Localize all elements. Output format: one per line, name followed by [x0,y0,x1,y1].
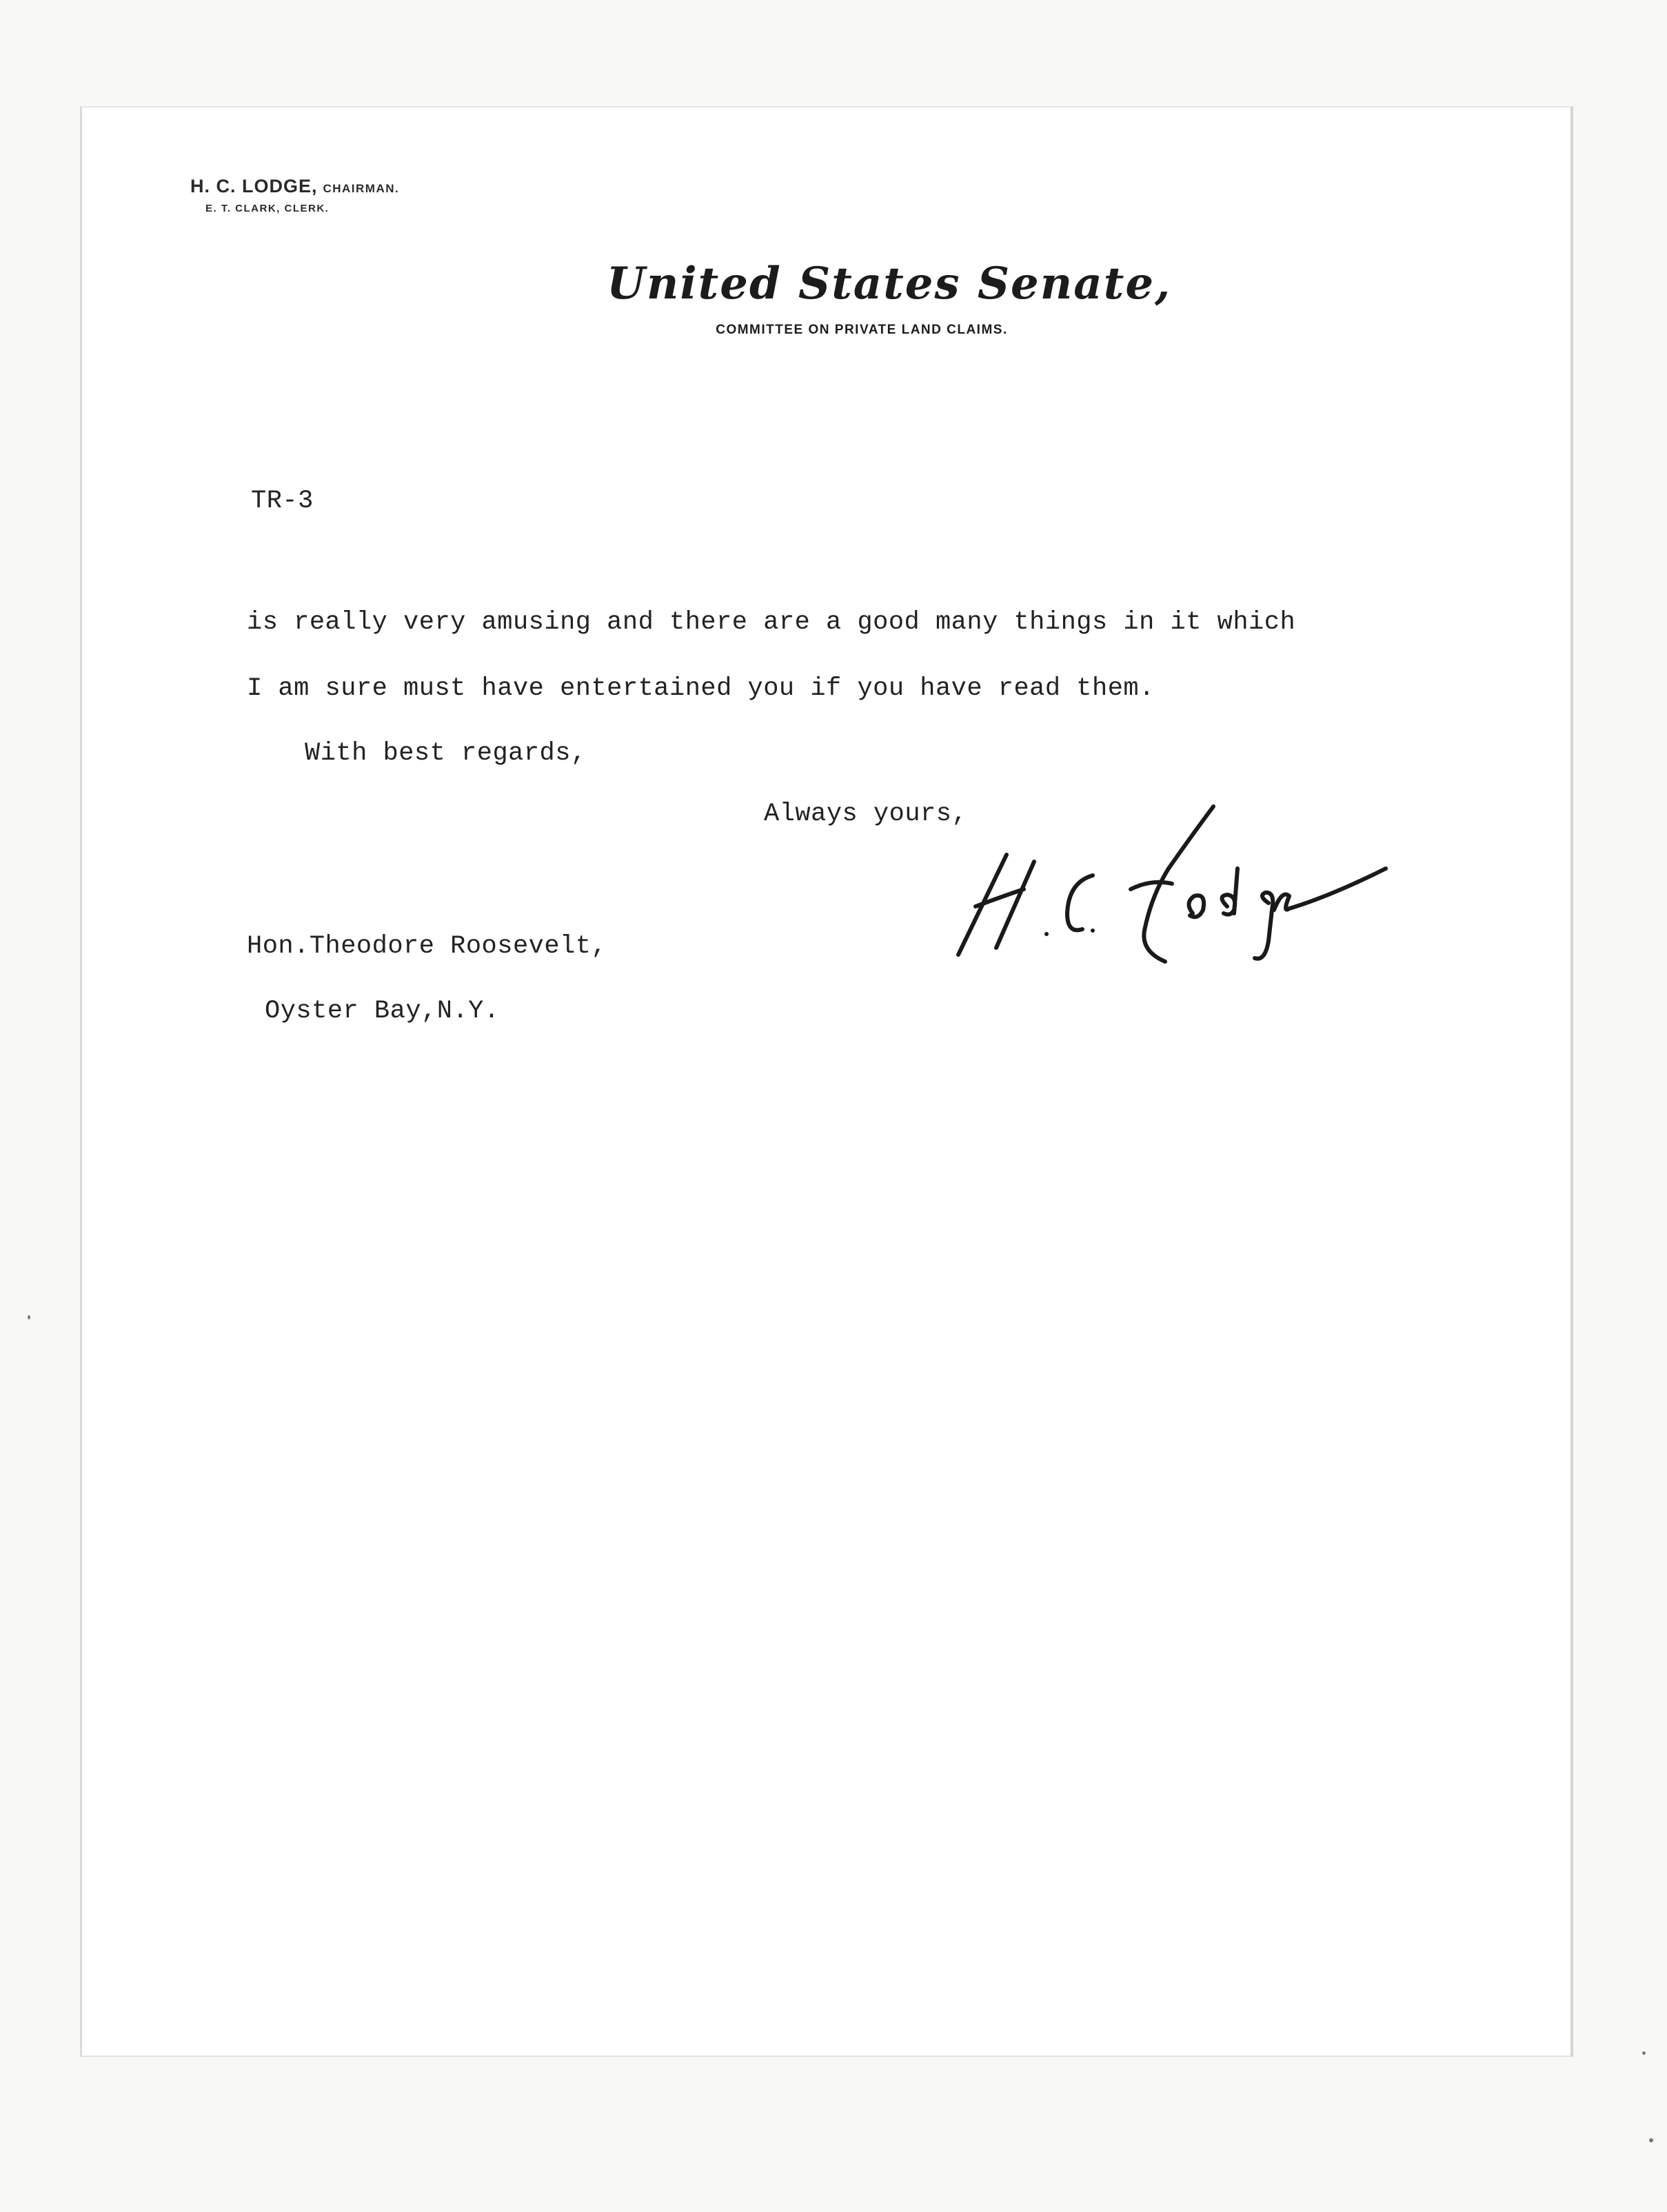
organization-name: United States Senate, [607,258,1172,310]
scan-speck [1642,2051,1646,2055]
chairman-line [190,176,399,197]
recipient-location: Oyster Bay,N.Y. [265,997,500,1026]
recipient-name: Hon.Theodore Roosevelt, [247,932,607,961]
handwritten-signature [944,793,1427,972]
letter-sheet [80,106,1573,2057]
committee-name: COMMITTEE ON PRIVATE LAND CLAIMS. [716,323,1008,337]
closing-line: Always yours, [764,800,968,829]
clerk-line: E. T. CLARK, CLERK. [205,203,330,214]
body-line-1: is really very amusing and there are a good many things in it which [247,608,1296,637]
body-line-2: I am sure must have entertained you if you have read them. [247,674,1155,703]
scan-speck [28,1315,30,1319]
greeting-line: With best regards, [305,739,587,768]
chairman-name: H. C. LODGE, [190,176,318,196]
letterhead-title [607,258,1172,338]
scan-speck [1649,2138,1653,2142]
letterhead-officers [190,176,399,214]
page-reference: TR-3 [251,487,314,516]
chairman-role: CHAIRMAN. [323,182,400,195]
